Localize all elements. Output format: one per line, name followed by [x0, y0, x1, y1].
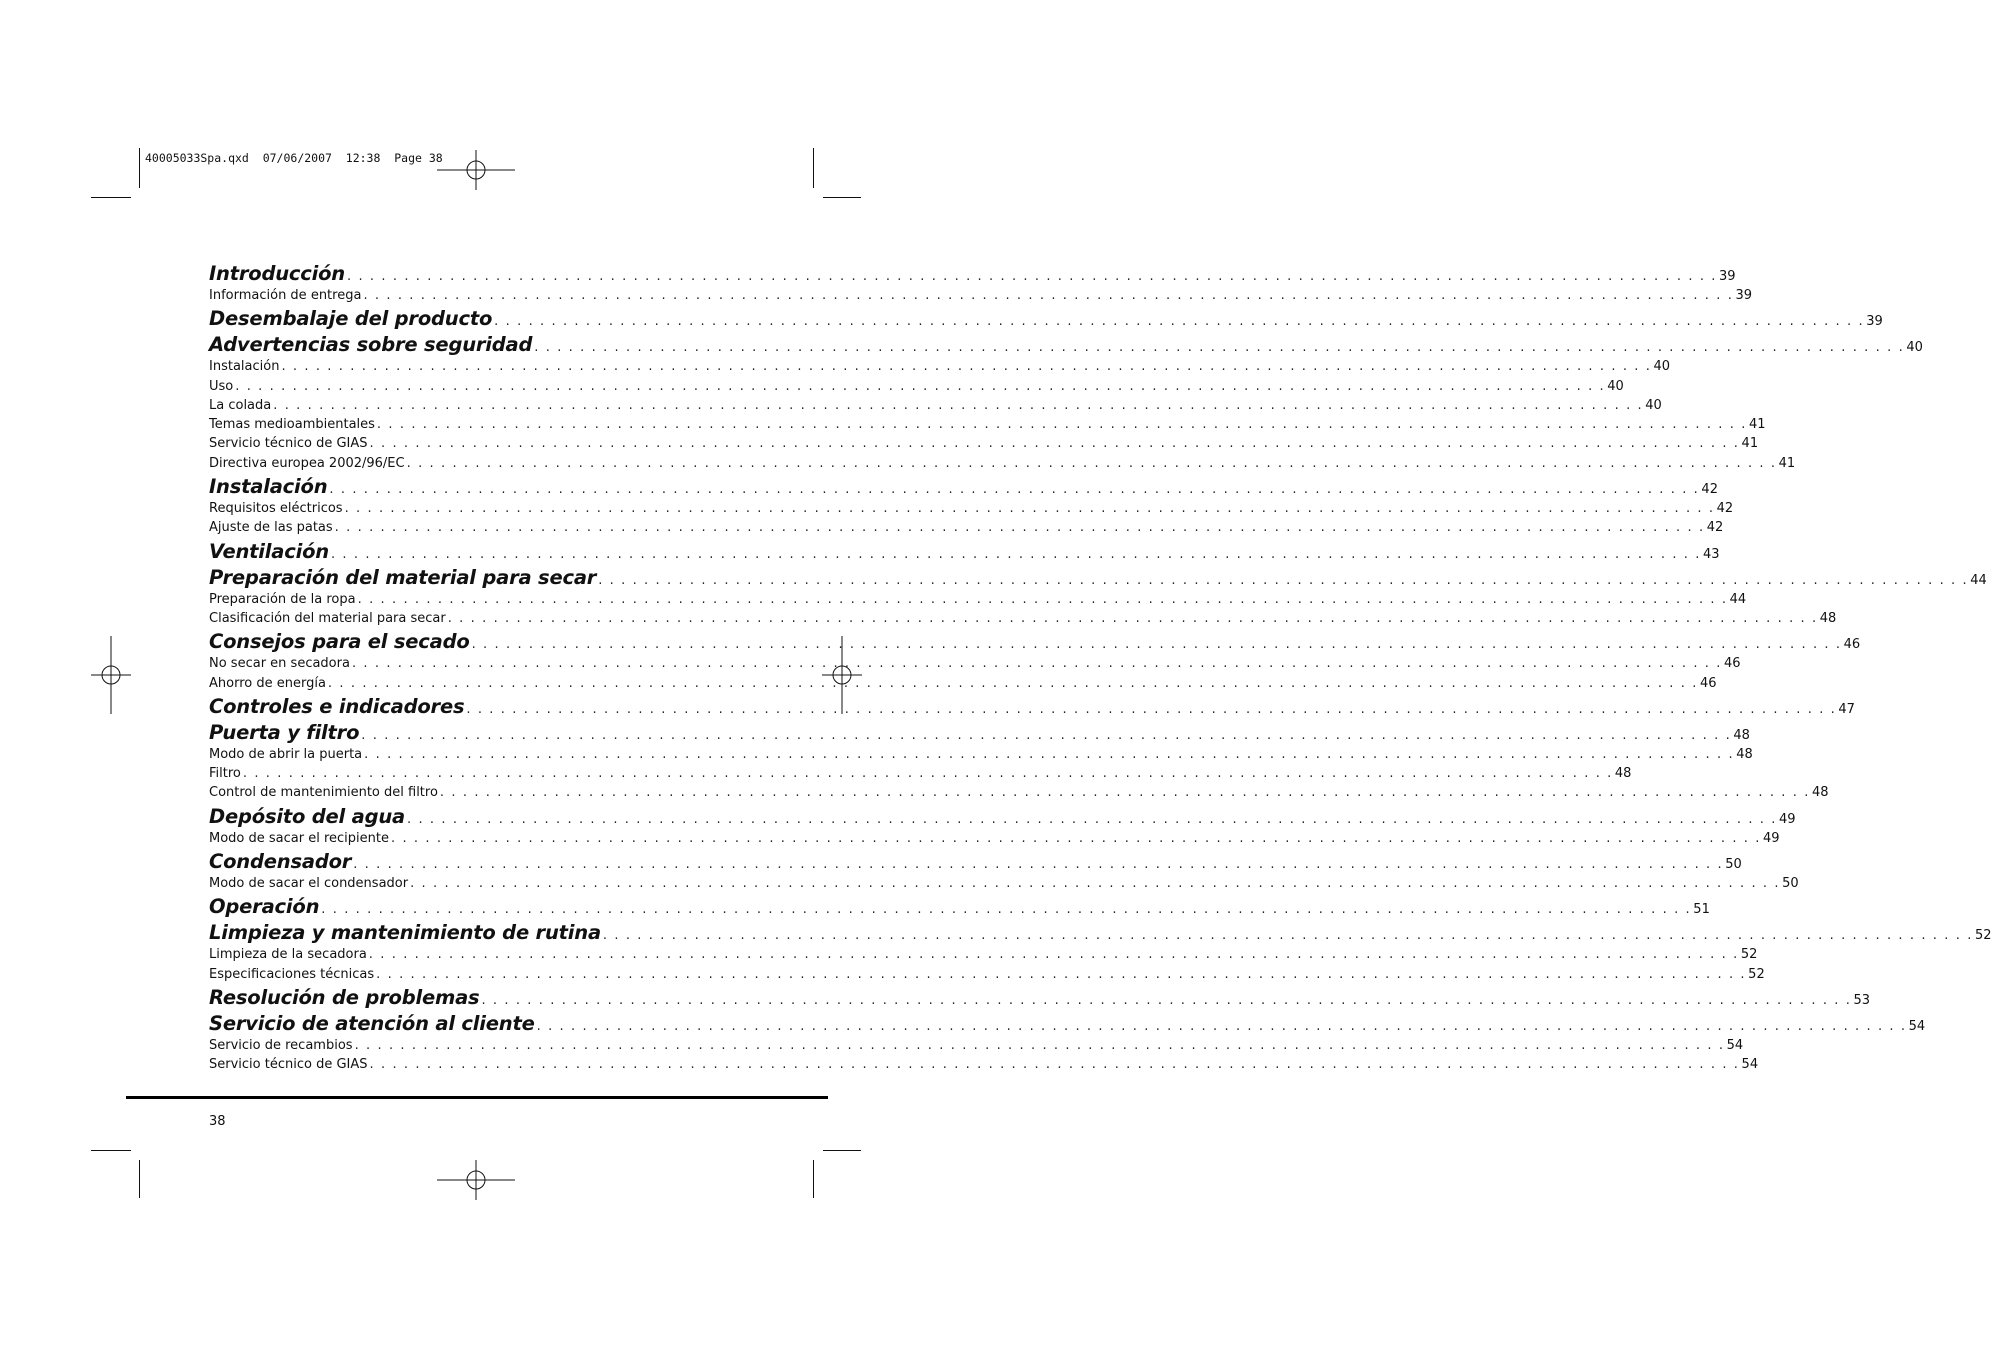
- toc-entry: [209, 656, 1741, 675]
- toc-page-number: 44: [1970, 572, 1987, 588]
- toc-heading: [209, 565, 1987, 592]
- dot-leader: . . . . . . . . . . . . . . . . . . . . . . . . . . . . . . . . . . . . . . . . . . . . . . . . . . . . . . . . . . . . . . . . . . . . . . . . . . . . . . . . . . . . . . . . . . . . . . . . . . . . . . . . . . . . . . . . . . . . . . . .: [376, 966, 1747, 982]
- toc-page-number: 40: [1906, 340, 1923, 356]
- toc-page-number: 42: [1716, 501, 1734, 517]
- dot-leader: . . . . . . . . . . . . . . . . . . . . . . . . . . . . . . . . . . . . . . . . . . . . . . . . . . . . . . . . . . . . . . . . . . . . . . . . . . . . . . . . . . . . . . . . . . . . . . . . . . . . . . . . . . . . . . . . . . . . . . . .: [357, 591, 1728, 607]
- toc-entry: [209, 436, 1759, 455]
- toc-entry-title: Especificaciones técnicas: [209, 966, 375, 982]
- toc-page-number: 52: [1748, 966, 1765, 982]
- toc-entry: [209, 746, 1753, 766]
- dot-leader: . . . . . . . . . . . . . . . . . . . . . . . . . . . . . . . . . . . . . . . . . . . . . . . . . . . . . . . . . . . . . . . . . . . . . . . . . . . . . . . . . . . . . . . . . . . . . . . . . . . . . . . . . . . . . . . . . . . . . . . .: [494, 314, 1865, 330]
- toc-entry: [209, 947, 1758, 966]
- toc-heading-title: Puerta y filtro: [209, 720, 360, 744]
- toc-entry: [209, 1037, 1744, 1057]
- toc-page-number: 48: [1733, 727, 1750, 743]
- toc-heading-title: Desembalaje del producto: [209, 307, 493, 331]
- crop-mark-top-left-vertical: [139, 148, 140, 188]
- toc-page-number: 42: [1701, 482, 1718, 498]
- toc-heading: [209, 921, 1991, 947]
- toc-entry-title: Temas medioambientales: [209, 417, 375, 433]
- toc-page-number: 48: [1736, 746, 1753, 762]
- toc-page-number: 54: [1741, 1057, 1759, 1073]
- dot-leader: . . . . . . . . . . . . . . . . . . . . . . . . . . . . . . . . . . . . . . . . . . . . . . . . . . . . . . . . . . . . . . . . . . . . . . . . . . . . . . . . . . . . . . . . . . . . . . . . . . . . . . . . . . . . . . . . . . . . . . . .: [369, 436, 1740, 452]
- toc-page-number: 40: [1653, 359, 1671, 375]
- toc-entry: [209, 455, 1796, 475]
- toc-entry-title: Control de mantenimiento del filtro: [209, 785, 438, 801]
- toc-heading: [209, 1011, 1926, 1038]
- toc-page-number: 43: [1702, 546, 1720, 562]
- dot-leader: . . . . . . . . . . . . . . . . . . . . . . . . . . . . . . . . . . . . . . . . . . . . . . . . . . . . . . . . . . . . . . . . . . . . . . . . . . . . . . . . . . . . . . . . . . . . . . . . . . . . . . . . . . . . . . . . . . . . . . . .: [534, 340, 1905, 356]
- dot-leader: . . . . . . . . . . . . . . . . . . . . . . . . . . . . . . . . . . . . . . . . . . . . . . . . . . . . . . . . . . . . . . . . . . . . . . . . . . . . . . . . . . . . . . . . . . . . . . . . . . . . . . . . . . . . . . . . . . . . . . . .: [481, 992, 1852, 1008]
- toc-page-number: 48: [1811, 785, 1829, 801]
- toc-page-number: 53: [1853, 992, 1871, 1008]
- toc-entry-title: Clasificación del material para secar: [209, 610, 446, 626]
- registration-mark-left: [91, 636, 131, 714]
- dot-leader: . . . . . . . . . . . . . . . . . . . . . . . . . . . . . . . . . . . . . . . . . . . . . . . . . . . . . . . . . . . . . . . . . . . . . . . . . . . . . . . . . . . . . . . . . . . . . . . . . . . . . . . . . . . . . . . . . . . . . . . .: [363, 288, 1734, 303]
- toc-page-number: 49: [1763, 830, 1780, 846]
- dot-leader: . . . . . . . . . . . . . . . . . . . . . . . . . . . . . . . . . . . . . . . . . . . . . . . . . . . . . . . . . . . . . . . . . . . . . . . . . . . . . . . . . . . . . . . . . . . . . . . . . . . . . . . . . . . . . . . . . . . . . . . .: [368, 947, 1739, 963]
- dot-leader: . . . . . . . . . . . . . . . . . . . . . . . . . . . . . . . . . . . . . . . . . . . . . . . . . . . . . . . . . . . . . . . . . . . . . . . . . . . . . . . . . . . . . . . . . . . . . . . . . . . . . . . . . . . . . . . . . . . . . . . .: [351, 656, 1722, 672]
- toc-heading: [209, 262, 1736, 288]
- toc-heading: [209, 850, 1742, 876]
- dot-leader: . . . . . . . . . . . . . . . . . . . . . . . . . . . . . . . . . . . . . . . . . . . . . . . . . . . . . . . . . . . . . . . . . . . . . . . . . . . . . . . . . . . . . . . . . . . . . . . . . . . . . . . . . . . . . . . . . . . . . . . .: [466, 701, 1837, 717]
- toc-heading: [209, 539, 1720, 566]
- toc-page-number: 50: [1725, 857, 1742, 873]
- dot-leader: . . . . . . . . . . . . . . . . . . . . . . . . . . . . . . . . . . . . . . . . . . . . . . . . . . . . . . . . . . . . . . . . . . . . . . . . . . . . . . . . . . . . . . . . . . . . . . . . . . . . . . . . . . . . . . . . . . . . . . . .: [598, 572, 1969, 588]
- toc-entry: [209, 966, 1765, 986]
- crop-mark-bottom-right-horizontal: [823, 1150, 861, 1151]
- toc-entry: [209, 766, 1632, 785]
- toc-entry: [209, 830, 1780, 850]
- toc-page-number: 39: [1735, 288, 1753, 303]
- toc-entry: [209, 288, 1753, 307]
- toc-page-number: 52: [1974, 928, 1991, 944]
- toc-page-number: 54: [1908, 1018, 1926, 1034]
- dot-leader: . . . . . . . . . . . . . . . . . . . . . . . . . . . . . . . . . . . . . . . . . . . . . . . . . . . . . . . . . . . . . . . . . . . . . . . . . . . . . . . . . . . . . . . . . . . . . . . . . . . . . . . . . . . . . . . . . . . . . . . .: [353, 857, 1724, 873]
- registration-mark-bottom: [437, 1160, 517, 1200]
- table-of-contents: [209, 262, 1991, 1077]
- toc-heading: [209, 630, 1861, 656]
- toc-entry-title: Limpieza de la secadora: [209, 947, 367, 963]
- dot-leader: . . . . . . . . . . . . . . . . . . . . . . . . . . . . . . . . . . . . . . . . . . . . . . . . . . . . . . . . . . . . . . . . . . . . . . . . . . . . . . . . . . . . . . . . . . . . . . . . . . . . . . . . . . . . . . . . . . . . . . . .: [344, 501, 1715, 517]
- toc-heading: [209, 694, 1855, 721]
- dot-leader: . . . . . . . . . . . . . . . . . . . . . . . . . . . . . . . . . . . . . . . . . . . . . . . . . . . . . . . . . . . . . . . . . . . . . . . . . . . . . . . . . . . . . . . . . . . . . . . . . . . . . . . . . . . . . . . . . . . . . . . .: [361, 727, 1732, 743]
- toc-heading: [209, 895, 1710, 921]
- dot-leader: . . . . . . . . . . . . . . . . . . . . . . . . . . . . . . . . . . . . . . . . . . . . . . . . . . . . . . . . . . . . . . . . . . . . . . . . . . . . . . . . . . . . . . . . . . . . . . . . . . . . . . . . . . . . . . . . . . . . . . . .: [369, 1057, 1740, 1073]
- dot-leader: . . . . . . . . . . . . . . . . . . . . . . . . . . . . . . . . . . . . . . . . . . . . . . . . . . . . . . . . . . . . . . . . . . . . . . . . . . . . . . . . . . . . . . . . . . . . . . . . . . . . . . . . . . . . . . . . . . . . . . . .: [329, 482, 1700, 498]
- toc-page-number: 48: [1819, 610, 1837, 626]
- toc-heading-title: Resolución de problemas: [209, 985, 480, 1009]
- toc-entry: [209, 1057, 1759, 1076]
- toc-heading: [209, 720, 1750, 747]
- dot-leader: . . . . . . . . . . . . . . . . . . . . . . . . . . . . . . . . . . . . . . . . . . . . . . . . . . . . . . . . . . . . . . . . . . . . . . . . . . . . . . . . . . . . . . . . . . . . . . . . . . . . . . . . . . . . . . . . . . . . . . . .: [406, 455, 1777, 471]
- toc-heading-title: Introducción: [209, 262, 345, 285]
- toc-heading-title: Operación: [209, 895, 320, 919]
- toc-heading-title: Controles e indicadores: [209, 694, 465, 718]
- toc-page-number: 41: [1741, 436, 1759, 452]
- toc-entry-title: Servicio de recambios: [209, 1037, 353, 1053]
- footer-rule: [126, 1096, 828, 1099]
- toc-entry-title: Ajuste de las patas: [209, 520, 333, 536]
- dot-leader: . . . . . . . . . . . . . . . . . . . . . . . . . . . . . . . . . . . . . . . . . . . . . . . . . . . . . . . . . . . . . . . . . . . . . . . . . . . . . . . . . . . . . . . . . . . . . . . . . . . . . . . . . . . . . . . . . . . . . . . .: [602, 928, 1973, 944]
- toc-page-number: 46: [1699, 675, 1717, 691]
- dot-leader: . . . . . . . . . . . . . . . . . . . . . . . . . . . . . . . . . . . . . . . . . . . . . . . . . . . . . . . . . . . . . . . . . . . . . . . . . . . . . . . . . . . . . . . . . . . . . . . . . . . . . . . . . . . . . . . . . . . . . . . .: [281, 359, 1652, 375]
- toc-page-number: 54: [1726, 1037, 1744, 1053]
- dot-leader: . . . . . . . . . . . . . . . . . . . . . . . . . . . . . . . . . . . . . . . . . . . . . . . . . . . . . . . . . . . . . . . . . . . . . . . . . . . . . . . . . . . . . . . . . . . . . . . . . . . . . . . . . . . . . . . . . . . . . . . .: [364, 746, 1735, 762]
- toc-page-number: 46: [1843, 637, 1861, 653]
- dot-leader: . . . . . . . . . . . . . . . . . . . . . . . . . . . . . . . . . . . . . . . . . . . . . . . . . . . . . . . . . . . . . . . . . . . . . . . . . . . . . . . . . . . . . . . . . . . . . . . . . . . . . . . . . . . . . . . . . . . . . . . .: [330, 546, 1701, 562]
- toc-entry: [209, 359, 1671, 378]
- crop-mark-bottom-right-vertical: [813, 1160, 814, 1198]
- toc-entry: [209, 591, 1747, 611]
- dot-leader: . . . . . . . . . . . . . . . . . . . . . . . . . . . . . . . . . . . . . . . . . . . . . . . . . . . . . . . . . . . . . . . . . . . . . . . . . . . . . . . . . . . . . . . . . . . . . . . . . . . . . . . . . . . . . . . . . . . . . . . .: [321, 902, 1692, 918]
- dot-leader: . . . . . . . . . . . . . . . . . . . . . . . . . . . . . . . . . . . . . . . . . . . . . . . . . . . . . . . . . . . . . . . . . . . . . . . . . . . . . . . . . . . . . . . . . . . . . . . . . . . . . . . . . . . . . . . . . . . . . . . .: [536, 1018, 1907, 1034]
- toc-page-number: 39: [1866, 314, 1883, 330]
- toc-heading-title: Depósito del agua: [209, 804, 405, 828]
- dot-leader: . . . . . . . . . . . . . . . . . . . . . . . . . . . . . . . . . . . . . . . . . . . . . . . . . . . . . . . . . . . . . . . . . . . . . . . . . . . . . . . . . . . . . . . . . . . . . . . . . . . . . . . . . . . . . . . . . . . . . . . .: [447, 610, 1818, 626]
- crop-mark-bottom-left-horizontal: [91, 1150, 131, 1151]
- toc-page-number: 41: [1748, 417, 1766, 433]
- toc-entry-title: Servicio técnico de GIAS: [209, 1057, 368, 1073]
- printer-slug: 40005033Spa.qxd 07/06/2007 12:38 Page 38: [145, 151, 443, 165]
- toc-entry: [209, 378, 1624, 398]
- toc-entry: [209, 417, 1766, 436]
- toc-page-number: 44: [1729, 591, 1747, 607]
- page-number: 38: [209, 1114, 226, 1129]
- toc-entry: [209, 520, 1724, 539]
- toc-heading-title: Limpieza y mantenimiento de rutina: [209, 921, 601, 945]
- toc-entry: [209, 610, 1837, 630]
- toc-entry-title: Modo de sacar el condensador: [209, 876, 409, 892]
- toc-page-number: 40: [1645, 397, 1662, 413]
- toc-entry-title: No secar en secadora: [209, 656, 350, 672]
- dot-leader: . . . . . . . . . . . . . . . . . . . . . . . . . . . . . . . . . . . . . . . . . . . . . . . . . . . . . . . . . . . . . . . . . . . . . . . . . . . . . . . . . . . . . . . . . . . . . . . . . . . . . . . . . . . . . . . . . . . . . . . .: [406, 811, 1778, 827]
- toc-page-number: 40: [1607, 378, 1624, 394]
- toc-entry-title: Directiva europea 2002/96/EC: [209, 455, 405, 471]
- dot-leader: . . . . . . . . . . . . . . . . . . . . . . . . . . . . . . . . . . . . . . . . . . . . . . . . . . . . . . . . . . . . . . . . . . . . . . . . . . . . . . . . . . . . . . . . . . . . . . . . . . . . . . . . . . . . . . . . . . . . . . . .: [327, 675, 1698, 691]
- crop-mark-bottom-left-vertical: [139, 1160, 140, 1198]
- toc-heading: [209, 985, 1871, 1012]
- dot-leader: . . . . . . . . . . . . . . . . . . . . . . . . . . . . . . . . . . . . . . . . . . . . . . . . . . . . . . . . . . . . . . . . . . . . . . . . . . . . . . . . . . . . . . . . . . . . . . . . . . . . . . . . . . . . . . . . . . . . . . . .: [235, 378, 1606, 394]
- toc-page-number: 42: [1706, 520, 1724, 536]
- toc-heading: [209, 475, 1718, 501]
- toc-heading-title: Ventilación: [209, 539, 329, 563]
- toc-heading-title: Instalación: [209, 475, 328, 499]
- registration-mark-top: [437, 150, 517, 190]
- toc-entry-title: Instalación: [209, 359, 280, 375]
- toc-heading-title: Consejos para el secado: [209, 630, 470, 654]
- toc-heading: [209, 333, 1923, 359]
- toc-page-number: 48: [1614, 766, 1632, 782]
- toc-page-number: 51: [1693, 902, 1710, 918]
- toc-page-number: 46: [1723, 656, 1741, 672]
- toc-entry: [209, 675, 1717, 695]
- dot-leader: . . . . . . . . . . . . . . . . . . . . . . . . . . . . . . . . . . . . . . . . . . . . . . . . . . . . . . . . . . . . . . . . . . . . . . . . . . . . . . . . . . . . . . . . . . . . . . . . . . . . . . . . . . . . . . . . . . . . . . . .: [410, 876, 1781, 892]
- crop-mark-top-right-vertical: [813, 148, 814, 188]
- dot-leader: . . . . . . . . . . . . . . . . . . . . . . . . . . . . . . . . . . . . . . . . . . . . . . . . . . . . . . . . . . . . . . . . . . . . . . . . . . . . . . . . . . . . . . . . . . . . . . . . . . . . . . . . . . . . . . . . . . . . . . . .: [354, 1037, 1725, 1053]
- toc-page-number: 49: [1779, 811, 1796, 827]
- toc-entry-title: Preparación de la ropa: [209, 591, 356, 607]
- dot-leader: . . . . . . . . . . . . . . . . . . . . . . . . . . . . . . . . . . . . . . . . . . . . . . . . . . . . . . . . . . . . . . . . . . . . . . . . . . . . . . . . . . . . . . . . . . . . . . . . . . . . . . . . . . . . . . . . . . . . . . . .: [439, 785, 1810, 801]
- toc-page-number: 50: [1782, 876, 1799, 892]
- toc-entry-title: Información de entrega: [209, 288, 362, 303]
- toc-entry-title: Modo de sacar el recipiente: [209, 830, 389, 846]
- toc-page-number: 39: [1719, 269, 1736, 284]
- dot-leader: . . . . . . . . . . . . . . . . . . . . . . . . . . . . . . . . . . . . . . . . . . . . . . . . . . . . . . . . . . . . . . . . . . . . . . . . . . . . . . . . . . . . . . . . . . . . . . . . . . . . . . . . . . . . . . . . . . . . . . . .: [273, 397, 1644, 413]
- toc-entry-title: Filtro: [209, 766, 241, 782]
- dot-leader: . . . . . . . . . . . . . . . . . . . . . . . . . . . . . . . . . . . . . . . . . . . . . . . . . . . . . . . . . . . . . . . . . . . . . . . . . . . . . . . . . . . . . . . . . . . . . . . . . . . . . . . . . . . . . . . . . . . . . . . .: [242, 766, 1613, 782]
- toc-entry: [209, 876, 1799, 895]
- toc-heading-title: Advertencias sobre seguridad: [209, 333, 533, 357]
- toc-entry-title: Modo de abrir la puerta: [209, 746, 363, 762]
- toc-entry-title: Servicio técnico de GIAS: [209, 436, 368, 452]
- toc-entry-title: Uso: [209, 378, 234, 394]
- dot-leader: . . . . . . . . . . . . . . . . . . . . . . . . . . . . . . . . . . . . . . . . . . . . . . . . . . . . . . . . . . . . . . . . . . . . . . . . . . . . . . . . . . . . . . . . . . . . . . . . . . . . . . . . . . . . . . . . . . . . . . . .: [334, 520, 1705, 536]
- toc-page-number: 41: [1778, 455, 1796, 471]
- toc-heading: [209, 804, 1796, 831]
- toc-entry-title: La colada: [209, 397, 272, 413]
- dot-leader: . . . . . . . . . . . . . . . . . . . . . . . . . . . . . . . . . . . . . . . . . . . . . . . . . . . . . . . . . . . . . . . . . . . . . . . . . . . . . . . . . . . . . . . . . . . . . . . . . . . . . . . . . . . . . . . . . . . . . . . .: [471, 637, 1842, 653]
- crop-mark-top-left-horizontal: [91, 197, 131, 198]
- toc-page-number: 52: [1740, 947, 1758, 963]
- toc-page-number: 47: [1838, 701, 1855, 717]
- toc-entry-title: Requisitos eléctricos: [209, 501, 343, 517]
- toc-entry: [209, 397, 1662, 417]
- dot-leader: . . . . . . . . . . . . . . . . . . . . . . . . . . . . . . . . . . . . . . . . . . . . . . . . . . . . . . . . . . . . . . . . . . . . . . . . . . . . . . . . . . . . . . . . . . . . . . . . . . . . . . . . . . . . . . . . . . . . . . . .: [390, 830, 1762, 846]
- toc-heading-title: Preparación del material para secar: [209, 565, 597, 589]
- crop-mark-top-right-horizontal: [823, 197, 861, 198]
- toc-heading: [209, 307, 1883, 333]
- toc-heading-title: Condensador: [209, 850, 352, 874]
- toc-entry: [209, 501, 1734, 520]
- dot-leader: . . . . . . . . . . . . . . . . . . . . . . . . . . . . . . . . . . . . . . . . . . . . . . . . . . . . . . . . . . . . . . . . . . . . . . . . . . . . . . . . . . . . . . . . . . . . . . . . . . . . . . . . . . . . . . . . . . . . . . . .: [376, 417, 1747, 433]
- dot-leader: . . . . . . . . . . . . . . . . . . . . . . . . . . . . . . . . . . . . . . . . . . . . . . . . . . . . . . . . . . . . . . . . . . . . . . . . . . . . . . . . . . . . . . . . . . . . . . . . . . . . . . . . . . . . . . . . . . . . . . . .: [347, 269, 1718, 284]
- toc-heading-title: Servicio de atención al cliente: [209, 1011, 535, 1035]
- toc-entry-title: Ahorro de energía: [209, 675, 326, 691]
- toc-entry: [209, 785, 1829, 804]
